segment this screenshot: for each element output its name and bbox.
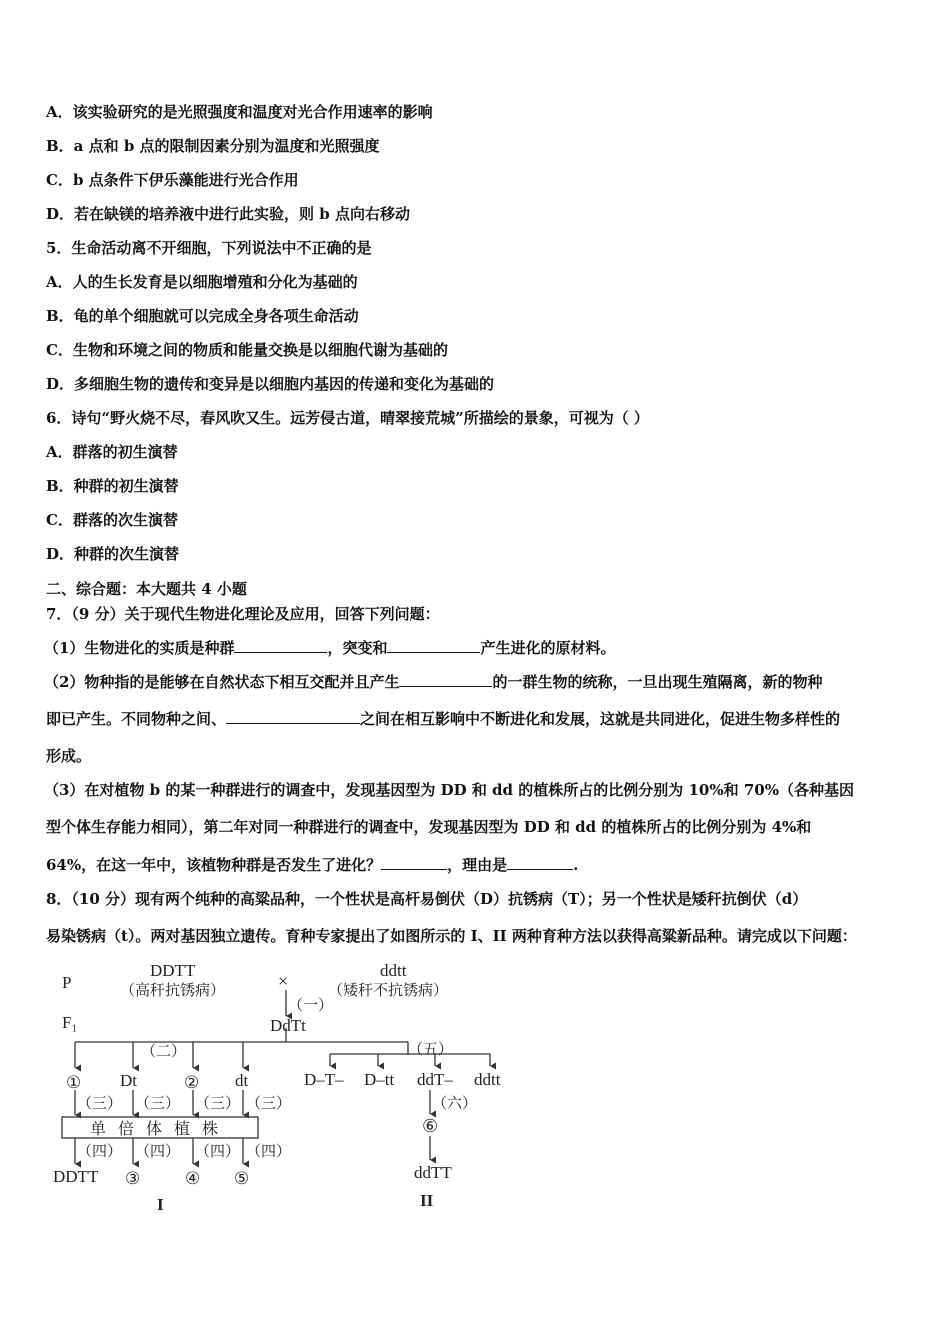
q6-stem: 6．诗句“野火烧不尽，春风吹又生。远芳侵古道，晴翠接荒城”所描绘的景象，可视为（ ）: [46, 409, 649, 427]
step-four-label-4: （四）: [246, 1144, 292, 1160]
step-three-label-4: （三）: [246, 1096, 292, 1112]
q8-stem-line2: 易染锈病（t）。两对基因独立遗传。育种专家提出了如图所示的 I、II 两种育种方法以获得高粱新品种。请完成以下问题：: [46, 927, 857, 945]
q5-stem: 5．生命活动离不开细胞，下列说法中不正确的是: [46, 239, 372, 257]
q6-option-d: D．种群的次生演替: [46, 545, 180, 563]
q7-part1-text-c: 产生进化的原材料。: [480, 639, 616, 657]
q7-part2-text-d: 之间在相互影响中不断进化和发展，这就是共同进化，促进生物多样性的: [360, 710, 841, 728]
f2-genotype-4: ddtt: [474, 1070, 501, 1089]
step-one-label: （一）: [288, 998, 334, 1014]
f2-genotype-1: D–T–: [304, 1070, 344, 1089]
f1-genotype: DdTt: [270, 1016, 306, 1035]
parent2-phenotype: （矮秆不抗锈病）: [328, 983, 449, 999]
cross-symbol: ×: [278, 971, 289, 991]
q7-part3-text-e: .: [573, 856, 579, 874]
step-three-label-1: （三）: [77, 1096, 123, 1112]
gamete-2: Dt: [120, 1071, 137, 1090]
answer-blank[interactable]: [226, 709, 360, 724]
method-label-II: II: [420, 1191, 434, 1210]
result-6: ⑥: [422, 1116, 439, 1136]
section-heading: 二、综合题：本大题共 4 小题: [46, 580, 247, 598]
q7-part3-line3: [46, 855, 578, 875]
q7-part3-text-c: 64%，在这一年中，该植物种群是否发生了进化？: [46, 856, 382, 874]
answer-blank[interactable]: [387, 638, 480, 653]
step-six-label: （六）: [432, 1096, 478, 1112]
q8-stem-line1: 8．（10 分）现有两个纯种的高粱品种，一个性状是高杆易倒伏（D）抗锈病（T）；另一个性状是矮秆抗倒伏（d）: [46, 890, 808, 908]
step-four-label-1: （四）: [77, 1144, 123, 1160]
label-p: P: [62, 973, 72, 992]
result-DDTT: DDTT: [53, 1167, 99, 1186]
answer-blank[interactable]: [399, 672, 492, 687]
step-four-label-2: （四）: [135, 1144, 181, 1160]
q7-stem: 7．（9 分）关于现代生物进化理论及应用，回答下列问题：: [46, 605, 440, 623]
step-three-label-3: （三）: [195, 1096, 241, 1112]
answer-blank[interactable]: [381, 855, 447, 870]
f2-genotype-3: ddT–: [417, 1070, 453, 1089]
q4-option-b: B．a 点和 b 点的限制因素分别为温度和光照强度: [46, 137, 380, 155]
gamete-1: ①: [66, 1073, 82, 1092]
q7-part3-line2: 型个体生存能力相同），第二年对同一种群进行的调查中，发现基因型为 DD 和 dd 的植株所占的比例分别为 4%和: [46, 818, 812, 836]
result-ddTT: ddTT: [414, 1163, 452, 1182]
answer-blank[interactable]: [507, 855, 573, 870]
q7-part2-text-a: （2）物种指的是能够在自然状态下相互交配并且产生: [44, 673, 400, 691]
q7-part1-text-b: ，突变和: [327, 639, 388, 657]
q4-option-c: C．b 点条件下伊乐藻能进行光合作用: [46, 171, 299, 189]
parent1-genotype: DDTT: [150, 961, 196, 980]
q4-option-d: D．若在缺镁的培养液中进行此实验，则 b 点向右移动: [46, 205, 410, 223]
answer-blank[interactable]: [234, 638, 327, 653]
q7-part1-text-a: （1）生物进化的实质是种群: [44, 639, 235, 657]
q7-part2-text-b: 的一群生物的统称，一旦出现生殖隔离，新的物种: [492, 673, 823, 691]
q7-part2-line3: 形成。: [46, 747, 92, 765]
label-f1: F₁: [62, 1013, 78, 1032]
q6-option-a: A．群落的初生演替: [46, 443, 178, 461]
q5-option-c: C．生物和环境之间的物质和能量交换是以细胞代谢为基础的: [46, 341, 448, 359]
result-5: ⑤: [234, 1169, 250, 1188]
q7-part2-text-c: 即已产生。不同物种之间、: [46, 710, 227, 728]
haploid-box-label: 单 倍 体 植 株: [90, 1121, 223, 1138]
q7-part3-line1: （3）在对植物 b 的某一种群进行的调查中，发现基因型为 DD 和 dd 的植株所占的比例分别为 10%和 70%（各种基因: [44, 781, 854, 799]
gamete-3: ②: [184, 1073, 200, 1092]
breeding-diagram: [50, 958, 530, 1218]
q7-part2-line1: [44, 672, 822, 692]
method-label-I: I: [157, 1195, 164, 1214]
q5-option-d: D．多细胞生物的遗传和变异是以细胞内基因的传递和变化为基础的: [46, 375, 495, 393]
f2-genotype-2: D–tt: [364, 1070, 395, 1089]
q7-part3-text-d: ，理由是: [447, 856, 508, 874]
q5-option-a: A．人的生长发育是以细胞增殖和分化为基础的: [46, 273, 358, 291]
step-five-label: （五）: [408, 1042, 454, 1058]
step-four-label-3: （四）: [195, 1144, 241, 1160]
parent1-phenotype: （高秆抗锈病）: [120, 983, 226, 999]
q6-option-c: C．群落的次生演替: [46, 511, 178, 529]
q4-option-a: A．该实验研究的是光照强度和温度对光合作用速率的影响: [46, 103, 433, 121]
q7-part2-line2: [46, 709, 840, 729]
step-two-label: （二）: [141, 1044, 187, 1060]
q6-option-b: B．种群的初生演替: [46, 477, 179, 495]
result-4: ④: [185, 1169, 201, 1188]
step-three-label-2: （三）: [135, 1096, 181, 1112]
gamete-4: dt: [235, 1071, 249, 1090]
result-3: ③: [125, 1169, 141, 1188]
parent2-genotype: ddtt: [380, 961, 407, 980]
q5-option-b: B．龟的单个细胞就可以完成全身各项生命活动: [46, 307, 359, 325]
q7-part1: [44, 638, 615, 658]
